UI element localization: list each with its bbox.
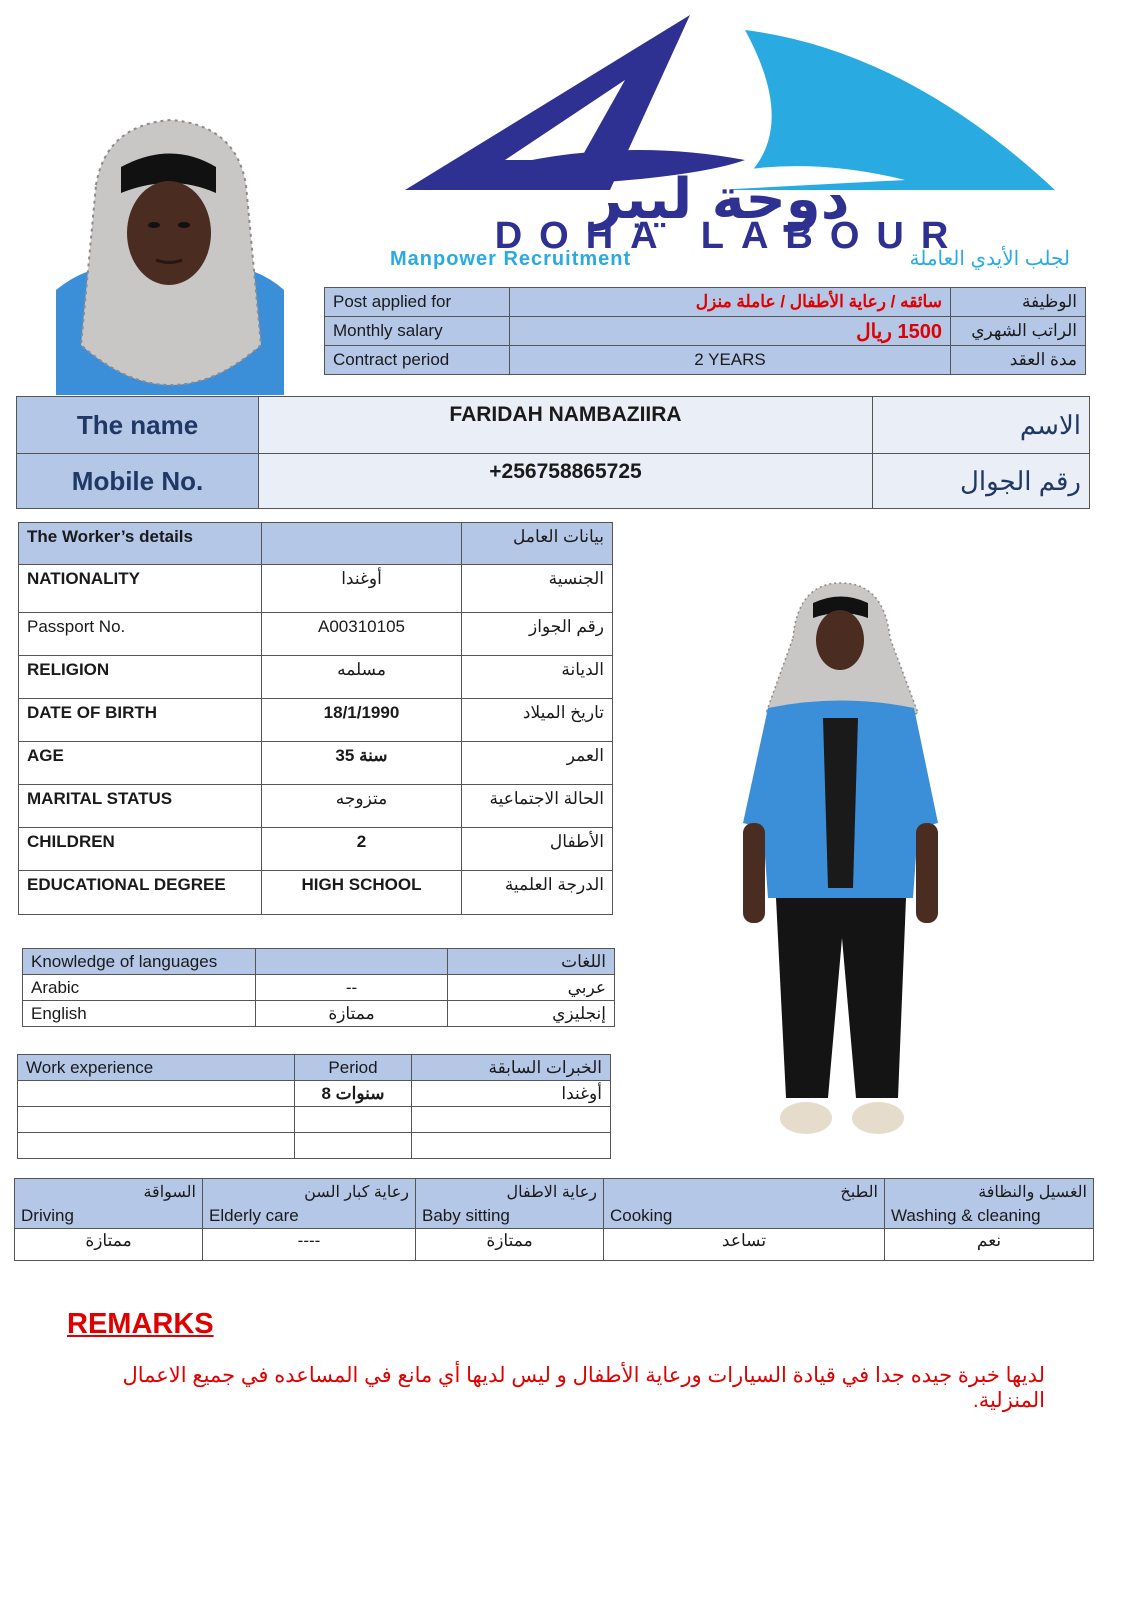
details-row — [19, 656, 613, 699]
experience-header-ar: الخبرات السابقة — [412, 1055, 611, 1081]
details-value: A00310105 — [262, 613, 462, 656]
skill-driving-level: ممتازة — [15, 1229, 203, 1261]
portrait-photo — [56, 115, 284, 395]
experience-header — [18, 1055, 611, 1081]
language-name-en: English — [23, 1001, 256, 1027]
skill-washing-level: نعم — [885, 1229, 1094, 1261]
worker-name: FARIDAH NAMBAZIIRA — [259, 397, 873, 454]
skill-elderly-header — [203, 1179, 416, 1229]
experience-header-period: Period — [295, 1055, 412, 1081]
experience-period: 8 سنوات — [295, 1081, 412, 1107]
details-row — [19, 828, 613, 871]
logo-tagline-en: Manpower Recruitment — [390, 248, 632, 270]
language-name-ar: إنجليزي — [448, 1001, 615, 1027]
languages-header-en: Knowledge of languages — [23, 949, 256, 975]
job-row-post — [325, 288, 1086, 317]
experience-row — [18, 1107, 611, 1133]
mobile-number: +256758865725 — [259, 454, 873, 509]
details-label-en: AGE — [19, 742, 262, 785]
details-label-ar: العمر — [462, 742, 613, 785]
job-row-salary — [325, 317, 1086, 346]
salary-label-en: Monthly salary — [325, 317, 510, 346]
skill-label-en: Elderly care — [209, 1205, 299, 1225]
details-label-en: RELIGION — [19, 656, 262, 699]
experience-employer-en — [18, 1133, 295, 1159]
experience-period — [295, 1107, 412, 1133]
languages-header — [23, 949, 615, 975]
details-label-ar: تاريخ الميلاد — [462, 699, 613, 742]
skill-cooking-header — [604, 1179, 885, 1229]
details-label-en: DATE OF BIRTH — [19, 699, 262, 742]
job-row-contract — [325, 346, 1086, 375]
details-value: مسلمه — [262, 656, 462, 699]
doha-labour-logo — [385, 10, 1075, 272]
logo-english-name: DOHA LABOUR — [494, 215, 966, 257]
skill-washing-header — [885, 1179, 1094, 1229]
details-value: أوغندا — [262, 565, 462, 613]
skills-table — [14, 1178, 1094, 1261]
details-label-ar: الحالة الاجتماعية — [462, 785, 613, 828]
details-label-ar: الديانة — [462, 656, 613, 699]
full-body-photo — [738, 578, 943, 1158]
skill-label-ar: رعاية الاطفال — [506, 1183, 597, 1201]
experience-row — [18, 1133, 611, 1159]
details-value: 35 سنة — [262, 742, 462, 785]
post-label-en: Post applied for — [325, 288, 510, 317]
experience-country — [412, 1107, 611, 1133]
details-label-en: CHILDREN — [19, 828, 262, 871]
details-header-empty — [262, 523, 462, 565]
skill-label-ar: الطبخ — [840, 1183, 878, 1201]
details-value: HIGH SCHOOL — [262, 871, 462, 915]
details-value: 2 — [262, 828, 462, 871]
salary-value: 1500 ريال — [510, 317, 951, 346]
name-label-en: The name — [17, 397, 259, 454]
identity-table — [16, 396, 1090, 509]
details-value: 18/1/1990 — [262, 699, 462, 742]
details-row — [19, 613, 613, 656]
skill-label-en: Driving — [21, 1205, 74, 1225]
identity-row-name — [17, 397, 1090, 454]
details-value: متزوجه — [262, 785, 462, 828]
details-label-ar: رقم الجواز — [462, 613, 613, 656]
skills-header-row — [15, 1179, 1094, 1229]
details-row — [19, 565, 613, 613]
experience-country: أوغندا — [412, 1081, 611, 1107]
details-label-en: Passport No. — [19, 613, 262, 656]
language-level: ممتازة — [256, 1001, 448, 1027]
salary-label-ar: الراتب الشهري — [951, 317, 1086, 346]
experience-employer-en — [18, 1107, 295, 1133]
details-label-en: NATIONALITY — [19, 565, 262, 613]
language-level: -- — [256, 975, 448, 1001]
contract-label-ar: مدة العقد — [951, 346, 1086, 375]
logo-arabic-name: دوحة ليبر — [590, 167, 850, 232]
language-name-ar: عربي — [448, 975, 615, 1001]
name-label-ar: الاسم — [873, 397, 1090, 454]
details-label-ar: الدرجة العلمية — [462, 871, 613, 915]
mobile-label-ar: رقم الجوال — [873, 454, 1090, 509]
identity-row-mobile — [17, 454, 1090, 509]
remarks-text: لديها خبرة جيده جدا في قيادة السيارات ورعاية الأطفال و ليس لديها أي مانع في المساعده في جميع الاعمال المنزلية. — [122, 1364, 1045, 1412]
skill-elderly-level: ---- — [203, 1229, 416, 1261]
skill-driving-header — [15, 1179, 203, 1229]
post-label-ar: الوظيفة — [951, 288, 1086, 317]
skill-label-ar: رعاية كبار السن — [304, 1183, 409, 1201]
language-name-en: Arabic — [23, 975, 256, 1001]
details-label-en: MARITAL STATUS — [19, 785, 262, 828]
language-row — [23, 1001, 615, 1027]
remarks-title: REMARKS — [67, 1308, 214, 1340]
languages-header-ar: اللغات — [448, 949, 615, 975]
details-header-en: The Worker’s details — [19, 523, 262, 565]
experience-country — [412, 1133, 611, 1159]
worker-details-table — [18, 522, 613, 915]
details-row — [19, 699, 613, 742]
details-header-ar: بيانات العامل — [462, 523, 613, 565]
skill-label-en: Cooking — [610, 1205, 673, 1225]
skill-babysitting-header — [416, 1179, 604, 1229]
mobile-label-en: Mobile No. — [17, 454, 259, 509]
skill-cooking-level: تساعد — [604, 1229, 885, 1261]
details-row — [19, 742, 613, 785]
details-header — [19, 523, 613, 565]
post-value: سائقه / رعاية الأطفال / عاملة منزل — [510, 288, 951, 317]
details-label-ar: الجنسية — [462, 565, 613, 613]
languages-header-empty — [256, 949, 448, 975]
languages-table — [22, 948, 615, 1027]
skills-value-row — [15, 1229, 1094, 1261]
details-label-ar: الأطفال — [462, 828, 613, 871]
skill-babysitting-level: ممتازة — [416, 1229, 604, 1261]
language-row — [23, 975, 615, 1001]
experience-header-en: Work experience — [18, 1055, 295, 1081]
skill-label-ar: السواقة — [143, 1183, 196, 1201]
experience-employer-en — [18, 1081, 295, 1107]
experience-row — [18, 1081, 611, 1107]
skill-label-en: Baby sitting — [422, 1205, 510, 1225]
experience-table — [17, 1054, 611, 1159]
contract-label-en: Contract period — [325, 346, 510, 375]
skill-label-en: Washing & cleaning — [891, 1205, 1041, 1225]
details-row — [19, 785, 613, 828]
details-row — [19, 871, 613, 915]
skill-label-ar: الغسيل والنظافة — [978, 1183, 1087, 1201]
logo-tagline-ar: لجلب الأيدي العاملة — [909, 248, 1070, 270]
job-table — [324, 287, 1086, 375]
contract-value: 2 YEARS — [510, 346, 951, 375]
details-label-en: EDUCATIONAL DEGREE — [19, 871, 262, 915]
experience-period — [295, 1133, 412, 1159]
